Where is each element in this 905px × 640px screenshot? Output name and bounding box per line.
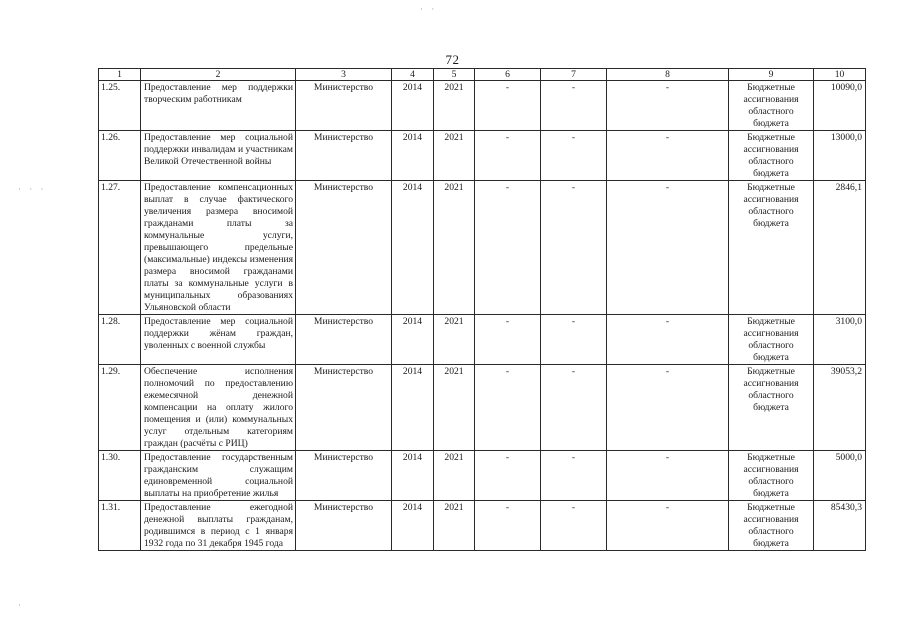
table-row (99, 131, 866, 181)
funding-source: Бюджетные ассигнования областного бюджета (729, 365, 814, 451)
column-6-value: - (475, 451, 541, 501)
end-year: 2021 (434, 181, 475, 315)
column-6-value: - (475, 81, 541, 131)
funding-amount: 85430,3 (814, 501, 866, 551)
measure-description: Предоставление мер социальной поддержки жёнам граждан, уволенных с военной службы (141, 315, 296, 365)
column-number: 2 (141, 69, 296, 81)
start-year: 2014 (392, 365, 434, 451)
table-row (99, 181, 866, 315)
column-6-value: - (475, 181, 541, 315)
funding-amount: 3100,0 (814, 315, 866, 365)
end-year: 2021 (434, 81, 475, 131)
column-number: 8 (607, 69, 729, 81)
column-number: 5 (434, 69, 475, 81)
column-7-value: - (541, 451, 607, 501)
funding-source: Бюджетные ассигнования областного бюджета (729, 501, 814, 551)
scan-noise: · · · (18, 184, 47, 194)
funding-source: Бюджетные ассигнования областного бюджета (729, 315, 814, 365)
column-6-value: - (475, 365, 541, 451)
funding-source: Бюджетные ассигнования областного бюджета (729, 181, 814, 315)
column-7-value: - (541, 131, 607, 181)
measure-number: 1.28. (99, 315, 141, 365)
funding-amount: 2846,1 (814, 181, 866, 315)
column-number: 4 (392, 69, 434, 81)
funding-amount: 13000,0 (814, 131, 866, 181)
measure-number: 1.26. (99, 131, 141, 181)
column-7-value: - (541, 81, 607, 131)
column-7-value: - (541, 365, 607, 451)
end-year: 2021 (434, 131, 475, 181)
measure-number: 1.27. (99, 181, 141, 315)
measure-description: Предоставление государственным гражданским служащим единовременной социальной выплаты на приобретение жилья (141, 451, 296, 501)
end-year: 2021 (434, 315, 475, 365)
end-year: 2021 (434, 451, 475, 501)
measure-number: 1.25. (99, 81, 141, 131)
column-6-value: - (475, 131, 541, 181)
column-6-value: - (475, 501, 541, 551)
start-year: 2014 (392, 181, 434, 315)
column-number: 10 (814, 69, 866, 81)
funding-amount: 5000,0 (814, 451, 866, 501)
start-year: 2014 (392, 315, 434, 365)
start-year: 2014 (392, 451, 434, 501)
measure-description: Предоставление мер поддержки творческим работникам (141, 81, 296, 131)
column-number-row (99, 69, 866, 81)
column-7-value: - (541, 315, 607, 365)
measure-executor: Министерство (296, 131, 392, 181)
table-row (99, 365, 866, 451)
end-year: 2021 (434, 365, 475, 451)
measure-executor: Министерство (296, 365, 392, 451)
start-year: 2014 (392, 131, 434, 181)
measure-executor: Министерство (296, 315, 392, 365)
column-7-value: - (541, 501, 607, 551)
program-measures-table (98, 68, 866, 551)
column-8-value: - (607, 181, 729, 315)
measure-description: Предоставление ежегодной денежной выплаты гражданам, родившимся в период с 1 января 1932 года по 31 декабря 1945 года (141, 501, 296, 551)
measure-executor: Министерство (296, 181, 392, 315)
measure-number: 1.30. (99, 451, 141, 501)
measure-executor: Министерство (296, 501, 392, 551)
column-number: 9 (729, 69, 814, 81)
start-year: 2014 (392, 81, 434, 131)
measure-executor: Министерство (296, 451, 392, 501)
column-6-value: - (475, 315, 541, 365)
table-row (99, 81, 866, 131)
column-number: 6 (475, 69, 541, 81)
measure-description: Предоставление компенсационных выплат в случае фактического увеличения размера вносимой гражданами платы за коммунальные услуги, превышающего предельные (максимальные) индексы изменения размера вносимой гражданами платы за коммунальные услуги в муниципальных образованиях Ульяновской области (141, 181, 296, 315)
table-row (99, 315, 866, 365)
measure-number: 1.31. (99, 501, 141, 551)
measure-description: Обеспечение исполнения полномочий по предоставлению ежемесячной денежной компенсации на оплату жилого помещения и (или) коммунальных услуг отдельным категориям граждан (расчёты с РИЦ) (141, 365, 296, 451)
measure-number: 1.29. (99, 365, 141, 451)
table-body (99, 69, 866, 551)
funding-source: Бюджетные ассигнования областного бюджета (729, 131, 814, 181)
page-number: 72 (445, 52, 460, 67)
funding-amount: 10090,0 (814, 81, 866, 131)
scan-noise: · · (420, 4, 438, 14)
funding-amount: 39053,2 (814, 365, 866, 451)
column-7-value: - (541, 181, 607, 315)
column-8-value: - (607, 81, 729, 131)
column-8-value: - (607, 501, 729, 551)
start-year: 2014 (392, 501, 434, 551)
funding-source: Бюджетные ассигнования областного бюджета (729, 81, 814, 131)
column-8-value: - (607, 131, 729, 181)
measure-description: Предоставление мер социальной поддержки инвалидам и участникам Великой Отечественной войны (141, 131, 296, 181)
table-row (99, 501, 866, 551)
end-year: 2021 (434, 501, 475, 551)
column-8-value: - (607, 315, 729, 365)
table-row (99, 451, 866, 501)
scan-noise: · (18, 600, 24, 610)
column-number: 3 (296, 69, 392, 81)
column-8-value: - (607, 451, 729, 501)
measure-executor: Министерство (296, 81, 392, 131)
funding-source: Бюджетные ассигнования областного бюджета (729, 451, 814, 501)
column-number: 7 (541, 69, 607, 81)
column-number: 1 (99, 69, 141, 81)
column-8-value: - (607, 365, 729, 451)
